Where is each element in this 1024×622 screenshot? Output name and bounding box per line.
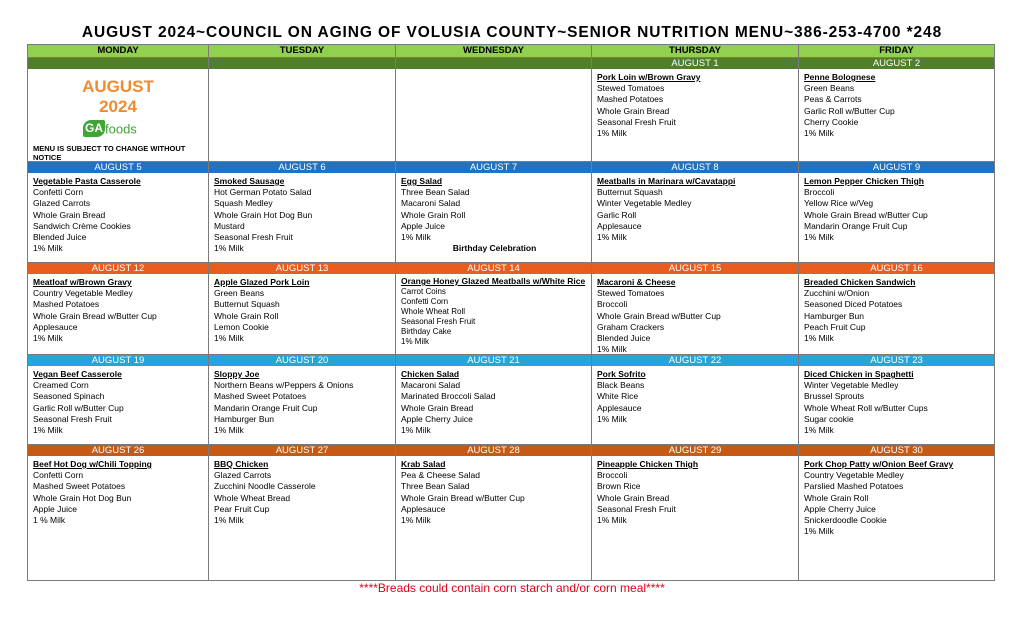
side-item: 1% Milk bbox=[804, 526, 834, 537]
entree-item: Chicken Salad bbox=[401, 369, 460, 379]
menu-items bbox=[401, 369, 588, 436]
side-item: Macaroni Salad bbox=[401, 198, 461, 209]
day-cell bbox=[28, 58, 209, 162]
menu-items bbox=[804, 459, 991, 537]
day-cell bbox=[799, 263, 995, 355]
entree-item: Vegan Beef Casserole bbox=[33, 369, 122, 379]
side-item: Whole Grain Hot Dog Bun bbox=[214, 209, 313, 220]
side-item: Brown Rice bbox=[597, 481, 641, 492]
side-item: Mashed Potatoes bbox=[597, 94, 664, 105]
side-item: Whole Grain Bread bbox=[401, 402, 474, 413]
date-bar: AUGUST 19 bbox=[28, 355, 208, 366]
menu-items bbox=[33, 277, 205, 344]
side-item: Seasonal Fresh Fruit bbox=[33, 413, 112, 424]
brand-mark: GA bbox=[85, 121, 103, 136]
date-bar: AUGUST 26 bbox=[28, 445, 208, 456]
day-cell bbox=[209, 355, 396, 445]
side-item: Mandarin Orange Fruit Cup bbox=[214, 402, 318, 413]
entree-item: Krab Salad bbox=[401, 459, 446, 469]
page-title: AUGUST 2024~COUNCIL ON AGING OF VOLUSIA COUNTY~SENIOR NUTRITION MENU~386-253-4700 *248 bbox=[81, 24, 943, 41]
menu-items bbox=[401, 176, 588, 254]
day-cell bbox=[209, 162, 396, 263]
side-item: Brussel Sprouts bbox=[804, 391, 864, 402]
side-item: Mashed Potatoes bbox=[33, 299, 100, 310]
date-bar: AUGUST 2 bbox=[799, 58, 994, 69]
menu-items bbox=[214, 277, 392, 344]
side-item: Whole Grain Hot Dog Bun bbox=[33, 492, 132, 503]
menu-items bbox=[804, 277, 991, 344]
side-item: Green Beans bbox=[214, 288, 265, 299]
menu-items bbox=[214, 369, 392, 436]
month-logo bbox=[28, 58, 208, 161]
date-bar: AUGUST 12 bbox=[28, 263, 208, 274]
side-item: Blended Juice bbox=[597, 333, 651, 344]
side-item: Mandarin Orange Fruit Cup bbox=[804, 220, 908, 231]
side-item: Birthday Cake bbox=[401, 326, 452, 336]
menu-items bbox=[597, 459, 795, 526]
side-item: Garlic Roll bbox=[597, 209, 637, 220]
day-cell bbox=[799, 58, 995, 162]
date-bar: AUGUST 8 bbox=[592, 162, 798, 173]
day-cell bbox=[592, 355, 799, 445]
side-item: 1% Milk bbox=[33, 425, 63, 436]
side-item: Garlic Roll w/Butter Cup bbox=[804, 105, 895, 116]
side-item: Parslied Mashed Potatoes bbox=[804, 481, 904, 492]
day-cell bbox=[799, 445, 995, 581]
side-item: Carrot Coins bbox=[401, 286, 446, 296]
side-item: Stewed Tomatoes bbox=[597, 83, 665, 94]
side-item: Confetti Corn bbox=[33, 470, 84, 481]
side-item: Macaroni Salad bbox=[401, 380, 461, 391]
side-item: Zucchini w/Onion bbox=[804, 288, 870, 299]
side-item: Whole Grain Bread w/Butter Cup bbox=[33, 310, 157, 321]
side-item: Country Vegetable Medley bbox=[33, 288, 133, 299]
brand-word: foods bbox=[105, 121, 137, 137]
side-item: Peas & Carrots bbox=[804, 94, 862, 105]
side-item: 1% Milk bbox=[804, 232, 834, 243]
menu-calendar bbox=[27, 44, 995, 581]
date-bar: AUGUST 23 bbox=[799, 355, 994, 366]
date-bar: AUGUST 9 bbox=[799, 162, 994, 173]
date-bar-blank bbox=[396, 58, 591, 69]
side-item: Zucchini Noodle Casserole bbox=[214, 481, 316, 492]
menu-items bbox=[804, 369, 991, 436]
side-item: 1% Milk bbox=[401, 336, 430, 346]
day-cell bbox=[799, 162, 995, 263]
date-bar: AUGUST 1 bbox=[592, 58, 798, 69]
side-item: Broccoli bbox=[597, 299, 628, 310]
side-item: Whole Grain Roll bbox=[804, 492, 869, 503]
date-bar: AUGUST 29 bbox=[592, 445, 798, 456]
side-item: Whole Grain Bread bbox=[597, 105, 670, 116]
entree-item: Apple Glazed Pork Loin bbox=[214, 277, 310, 287]
side-item: Sandwich Crème Cookies bbox=[33, 220, 131, 231]
day-cell bbox=[592, 445, 799, 581]
side-item: Creamed Corn bbox=[33, 380, 89, 391]
side-item: Sugar cookie bbox=[804, 413, 854, 424]
side-item: Yellow Rice w/Veg bbox=[804, 198, 874, 209]
entree-item: Pork Loin w/Brown Gravy bbox=[597, 72, 701, 82]
side-item: 1% Milk bbox=[804, 128, 834, 139]
entree-item: Egg Salad bbox=[401, 176, 443, 186]
weekday-header-row bbox=[28, 45, 995, 58]
entree-item: Beef Hot Dog w/Chili Topping bbox=[33, 459, 152, 469]
menu-items bbox=[401, 459, 588, 526]
side-item: Apple Juice bbox=[33, 503, 77, 514]
side-item: 1% Milk bbox=[214, 425, 244, 436]
entree-item: Meatloaf w/Brown Gravy bbox=[33, 277, 132, 287]
side-item: Squash Medley bbox=[214, 198, 273, 209]
side-item: Lemon Cookie bbox=[214, 321, 269, 332]
side-item: Hot German Potato Salad bbox=[214, 187, 312, 198]
day-cell bbox=[209, 263, 396, 355]
entree-item: BBQ Chicken bbox=[214, 459, 269, 469]
logo-year: 2024 bbox=[99, 97, 137, 116]
entree-item: Macaroni & Cheese bbox=[597, 277, 676, 287]
side-item: Applesauce bbox=[401, 503, 446, 514]
side-item: Peach Fruit Cup bbox=[804, 321, 866, 332]
allergen-footnote: ****Breads could contain corn starch and/or corn meal**** bbox=[359, 581, 665, 595]
side-item: 1% Milk bbox=[804, 333, 834, 344]
side-item: 1% Milk bbox=[214, 333, 244, 344]
day-cell bbox=[28, 263, 209, 355]
side-item: Glazed Carrots bbox=[33, 198, 91, 209]
side-item: Winter Vegetable Medley bbox=[804, 380, 899, 391]
side-item: Confetti Corn bbox=[401, 296, 449, 306]
side-item: Marinated Broccoli Salad bbox=[401, 391, 496, 402]
date-bar: AUGUST 27 bbox=[209, 445, 395, 456]
date-bar: AUGUST 5 bbox=[28, 162, 208, 173]
menu-items bbox=[804, 72, 991, 139]
side-item: Blended Juice bbox=[33, 232, 87, 243]
day-cell bbox=[396, 162, 592, 263]
week-row bbox=[28, 263, 995, 355]
side-item: Apple Juice bbox=[401, 220, 445, 231]
side-item: Hamburger Bun bbox=[214, 413, 275, 424]
week-row bbox=[28, 58, 995, 162]
side-item: Hamburger Bun bbox=[804, 310, 865, 321]
side-item: Apple Cherry Juice bbox=[401, 413, 473, 424]
side-item: Whole Grain Bread w/Butter Cup bbox=[401, 492, 525, 503]
day-cell bbox=[209, 58, 396, 162]
entree-item: Diced Chicken in Spaghetti bbox=[804, 369, 914, 379]
menu-items bbox=[804, 176, 991, 243]
entree-item: Meatballs in Marinara w/Cavatappi bbox=[597, 176, 736, 186]
menu-items bbox=[33, 176, 205, 254]
menu-items bbox=[597, 277, 795, 355]
entree-item: Sloppy Joe bbox=[214, 369, 260, 379]
side-item: Whole Grain Roll bbox=[214, 310, 279, 321]
entree-item: Orange Honey Glazed Meatballs w/White Rice bbox=[401, 276, 586, 286]
side-item: Pear Fruit Cup bbox=[214, 503, 270, 514]
entree-item: Lemon Pepper Chicken Thigh bbox=[804, 176, 924, 186]
weekday-monday: MONDAY bbox=[28, 45, 209, 58]
side-item: Whole Grain Bread bbox=[33, 209, 106, 220]
date-bar: AUGUST 21 bbox=[396, 355, 591, 366]
event-note: Birthday Celebration bbox=[452, 243, 537, 254]
side-item: 1% Milk bbox=[597, 344, 627, 355]
entree-item: Smoked Sausage bbox=[214, 176, 285, 186]
side-item: Applesauce bbox=[597, 402, 642, 413]
menu-items bbox=[597, 176, 795, 243]
side-item: 1% Milk bbox=[401, 515, 431, 526]
side-item: Snickerdoodle Cookie bbox=[804, 515, 887, 526]
side-item: Green Beans bbox=[804, 83, 855, 94]
weekday-thursday: THURSDAY bbox=[592, 45, 799, 58]
day-cell bbox=[209, 445, 396, 581]
side-item: Three Bean Salad bbox=[401, 481, 470, 492]
side-item: Black Beans bbox=[597, 380, 645, 391]
side-item: Stewed Tomatoes bbox=[597, 288, 665, 299]
day-cell bbox=[28, 355, 209, 445]
side-item: Cherry Cookie bbox=[804, 116, 859, 127]
side-item: Whole Wheat Roll bbox=[401, 306, 466, 316]
side-item: Three Bean Salad bbox=[401, 187, 470, 198]
menu-items bbox=[33, 459, 205, 526]
weekday-friday: FRIDAY bbox=[799, 45, 995, 58]
logo-month: AUGUST bbox=[82, 77, 154, 96]
entree-item: Pork Chop Patty w/Onion Beef Gravy bbox=[804, 459, 954, 469]
change-notice: MENU IS SUBJECT TO CHANGE WITHOUT NOTICE bbox=[33, 144, 186, 162]
day-cell bbox=[28, 162, 209, 263]
day-cell bbox=[396, 355, 592, 445]
side-item: Winter Vegetable Medley bbox=[597, 198, 692, 209]
day-cell bbox=[396, 445, 592, 581]
menu-items bbox=[597, 369, 795, 425]
menu-items bbox=[401, 277, 588, 347]
side-item: 1% Milk bbox=[33, 333, 63, 344]
side-item: Applesauce bbox=[33, 321, 78, 332]
side-item: Mustard bbox=[214, 220, 245, 231]
week-row bbox=[28, 162, 995, 263]
side-item: 1% Milk bbox=[214, 515, 244, 526]
date-bar: AUGUST 7 bbox=[396, 162, 591, 173]
entree-item: Breaded Chicken Sandwich bbox=[804, 277, 916, 287]
date-bar: AUGUST 28 bbox=[396, 445, 591, 456]
side-item: 1% Milk bbox=[597, 515, 627, 526]
entree-item: Pineapple Chicken Thigh bbox=[597, 459, 699, 469]
date-bar: AUGUST 14 bbox=[396, 263, 591, 274]
side-item: Whole Wheat Roll w/Butter Cups bbox=[804, 402, 928, 413]
entree-item: Penne Bolognese bbox=[804, 72, 876, 82]
day-cell bbox=[396, 263, 592, 355]
date-bar: AUGUST 6 bbox=[209, 162, 395, 173]
day-cell bbox=[799, 355, 995, 445]
side-item: Mashed Sweet Potatoes bbox=[33, 481, 126, 492]
side-item: Mashed Sweet Potatoes bbox=[214, 391, 307, 402]
side-item: Broccoli bbox=[597, 470, 628, 481]
side-item: Northern Beans w/Peppers & Onions bbox=[214, 380, 354, 391]
side-item: Whole Grain Bread bbox=[597, 492, 670, 503]
side-item: Seasoned Spinach bbox=[33, 391, 105, 402]
side-item: Graham Crackers bbox=[597, 321, 665, 332]
menu-items bbox=[33, 369, 205, 436]
side-item: Seasonal Fresh Fruit bbox=[597, 116, 676, 127]
date-bar: AUGUST 22 bbox=[592, 355, 798, 366]
side-item: Confetti Corn bbox=[33, 187, 84, 198]
date-bar: AUGUST 30 bbox=[799, 445, 994, 456]
side-item: Butternut Squash bbox=[214, 299, 280, 310]
side-item: Whole Grain Roll bbox=[401, 209, 466, 220]
side-item: 1% Milk bbox=[597, 232, 627, 243]
date-bar: AUGUST 16 bbox=[799, 263, 994, 274]
side-item: 1% Milk bbox=[401, 232, 431, 243]
date-bar: AUGUST 13 bbox=[209, 263, 395, 274]
menu-items bbox=[597, 72, 795, 139]
side-item: White Rice bbox=[597, 391, 639, 402]
side-item: Pea & Cheese Salad bbox=[401, 470, 480, 481]
side-item: Seasonal Fresh Fruit bbox=[401, 316, 476, 326]
menu-items bbox=[214, 459, 392, 526]
side-item: Glazed Carrots bbox=[214, 470, 272, 481]
side-item: 1 % Milk bbox=[33, 515, 66, 526]
weekday-wednesday: WEDNESDAY bbox=[396, 45, 592, 58]
day-cell bbox=[28, 445, 209, 581]
side-item: Broccoli bbox=[804, 187, 835, 198]
day-cell bbox=[592, 162, 799, 263]
date-bar: AUGUST 20 bbox=[209, 355, 395, 366]
weekday-tuesday: TUESDAY bbox=[209, 45, 396, 58]
day-cell bbox=[592, 263, 799, 355]
side-item: Seasonal Fresh Fruit bbox=[214, 232, 293, 243]
side-item: Seasonal Fresh Fruit bbox=[597, 503, 676, 514]
side-item: 1% Milk bbox=[804, 425, 834, 436]
day-cell bbox=[396, 58, 592, 162]
side-item: Applesauce bbox=[597, 220, 642, 231]
side-item: 1% Milk bbox=[401, 425, 431, 436]
side-item: Country Vegetable Medley bbox=[804, 470, 904, 481]
side-item: Whole Grain Bread w/Butter Cup bbox=[597, 310, 721, 321]
date-bar: AUGUST 15 bbox=[592, 263, 798, 274]
side-item: Butternut Squash bbox=[597, 187, 663, 198]
side-item: Whole Wheat Bread bbox=[214, 492, 291, 503]
menu-items bbox=[214, 176, 392, 254]
brand-logo bbox=[83, 120, 137, 138]
side-item: Garlic Roll w/Butter Cup bbox=[33, 402, 124, 413]
side-item: Whole Grain Bread w/Butter Cup bbox=[804, 209, 928, 220]
side-item: Seasoned Diced Potatoes bbox=[804, 299, 903, 310]
entree-item: Pork Sofrito bbox=[597, 369, 646, 379]
week-row bbox=[28, 355, 995, 445]
day-cell bbox=[592, 58, 799, 162]
week-row bbox=[28, 445, 995, 581]
side-item: 1% Milk bbox=[597, 413, 627, 424]
entree-item: Vegetable Pasta Casserole bbox=[33, 176, 141, 186]
date-bar-blank bbox=[209, 58, 395, 69]
side-item: 1% Milk bbox=[33, 243, 63, 254]
side-item: Apple Cherry Juice bbox=[804, 503, 876, 514]
side-item: 1% Milk bbox=[214, 243, 244, 254]
side-item: 1% Milk bbox=[597, 128, 627, 139]
